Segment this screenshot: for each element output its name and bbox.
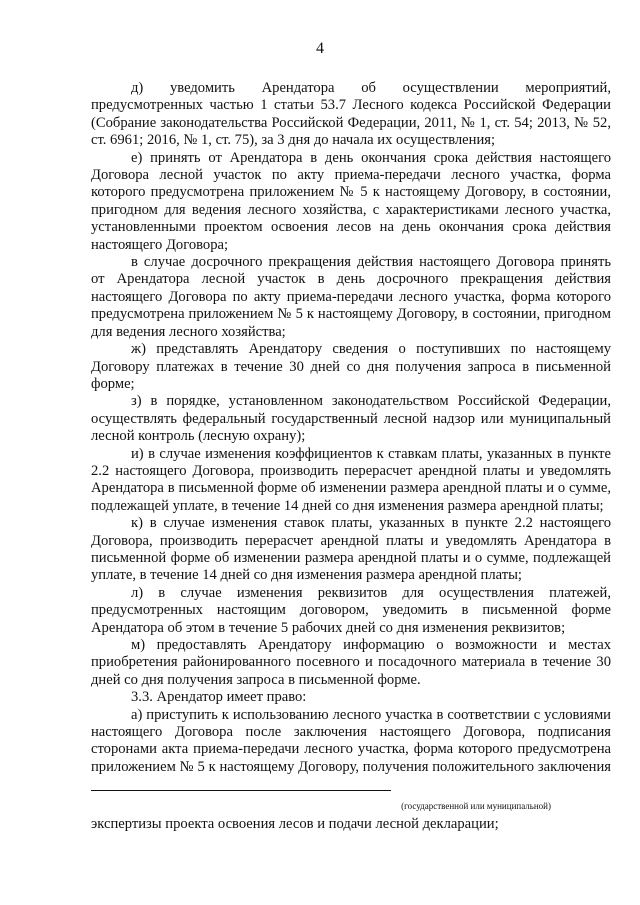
paragraph-zh: ж) представлять Арендатору сведения о поступивших по настоящему Договору платежах в течение 30 дней со дня получения запроса в письменной форме; — [91, 341, 611, 392]
paragraph-k: к) в случае изменения ставок платы, указанных в пункте 2.2 настоящего Договора, производить перерасчет арендной платы и уведомлять Арендатора в письменной форме об изменении размера арендной платы и о сумме, подлежащей уплате, в течение 14 дней со дня изменения размера арендной платы; — [91, 515, 611, 584]
paragraph-e: е) принять от Арендатора в день окончания срока действия настоящего Договора лесной участок по акту приема-передачи лесного участка, форма которого предусмотрена приложением № 5 к настоящему Договору, в состоянии, пригодном для ведения лесного хозяйства, с характеристиками лесного участка, установленными проектом освоения лесов на день окончания срока действия настоящего Договора; — [91, 149, 611, 253]
document-body — [91, 80, 611, 833]
paragraph-i: и) в случае изменения коэффициентов к ставкам платы, указанных в пункте 2.2 настоящего Договора, производить перерасчет арендной платы и уведомлять Арендатора в письменной форме об изменении размера арендной платы и о сумме, подлежащей уплате, в течение 14 дней со дня изменения размера арендной платы; — [91, 445, 611, 514]
fill-in-caption: (государственной или муниципальной) — [401, 800, 551, 811]
paragraph-m: м) предоставлять Арендатору информацию о возможности и местах приобретения районированного посевного и посадочного материала в течение 30 дней со дня получения запроса в письменной форме. — [91, 637, 611, 688]
paragraph-a — [91, 707, 611, 797]
page-number: 4 — [316, 40, 324, 57]
paragraph-a-continuation: экспертизы проекта освоения лесов и подачи лесной декларации; — [91, 815, 499, 832]
paragraph-l: л) в случае изменения реквизитов для осуществления платежей, предусмотренных настоящим договором, уведомить в письменной форме Арендатора об этом в течение 5 рабочих дней со дня изменения реквизитов; — [91, 584, 611, 636]
paragraph-d: д) уведомить Арендатора об осуществлении мероприятий, предусмотренных частью 1 статьи 53.7 Лесного кодекса Российской Федерации (Собрание законодательства Российской Федерации, 2011, № 1, ст. 54; 2013, № 52, ст. 6961; 2016, № 1, ст. 75), за 3 дня до начала их осуществления; — [91, 80, 611, 149]
paragraph-z: з) в порядке, установленном законодательством Российской Федерации, осуществлять федеральный государственный лесной надзор или муниципальный лесной контроль (лесную охрану); — [91, 393, 611, 445]
fill-in-blank-line — [91, 776, 391, 791]
paragraph-a-text: а) приступить к использованию лесного участка в соответствии с условиями настоящего Договора после заключения настоящего Договора, подписания сторонами акта приема-передачи лесного участка, форма которого предусмотрена приложением № 5 к настоящему Договору, получения положительного заключения — [91, 706, 611, 775]
section-3-3-heading: 3.3. Арендатор имеет право: — [131, 689, 307, 706]
paragraph-e-early-termination: в случае досрочного прекращения действия настоящего Договора принять от Арендатора лесной участок в день досрочного прекращения действия настоящего Договора по акту приема-передачи лесного участка, форма которого предусмотрена приложением № 5 к настоящему Договору, в состоянии, пригодном для ведения лесного хозяйства; — [91, 254, 611, 340]
